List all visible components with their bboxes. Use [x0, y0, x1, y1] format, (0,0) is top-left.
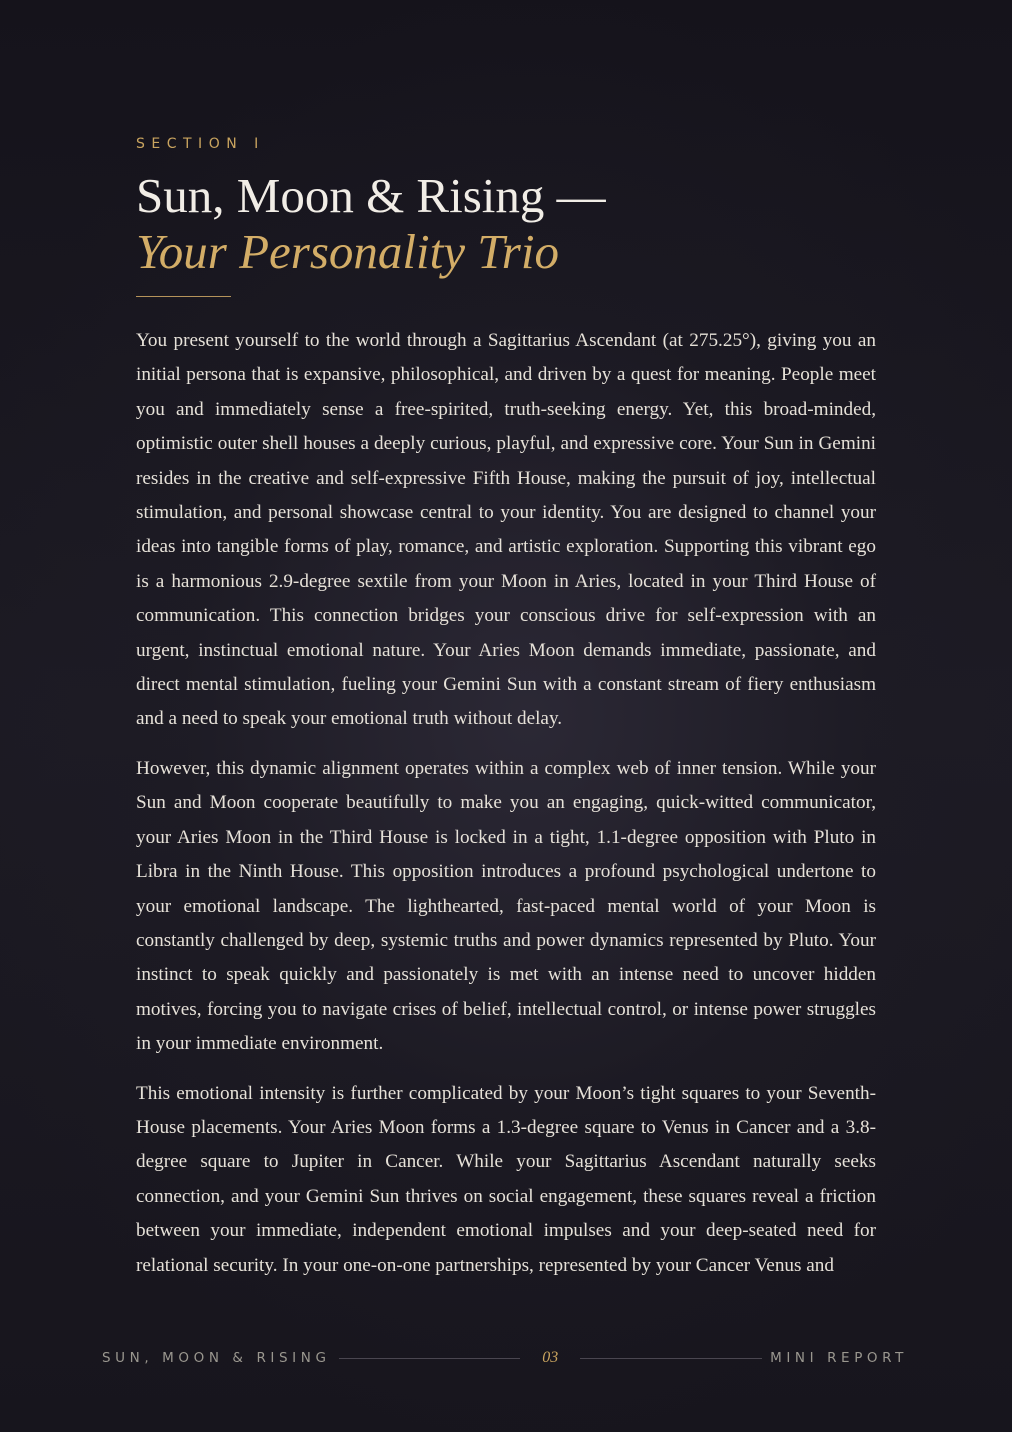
footer-divider-left: [339, 1358, 521, 1359]
footer-report-label: MINI REPORT: [770, 1350, 908, 1366]
page-footer: [102, 1346, 908, 1370]
paragraph-2: However, this dynamic alignment operates within a complex web of inner tension. While your Sun and Moon cooperate beautifully to make you an engaging, quick-witted communicator, your Aries Moon in the Third House is locked in a tight, 1.1-degree opposition with Pluto in Libra in the Ninth House. This opposition introduces a profound psychological undertone to your emotional landscape. The lighthearted, fast-paced mental world of your Moon is constantly challenged by deep, systemic truths and power dynamics represented by Pluto. Your instinct to speak quickly and passionately is met with an intense need to uncover hidden motives, forcing you to navigate crises of belief, intellectual control, or intense power struggles in your immediate environment.: [136, 757, 876, 1055]
title-divider: [136, 296, 231, 297]
section-title: [136, 168, 606, 280]
section-title-line-1: Sun, Moon & Rising —: [136, 168, 606, 223]
section-kicker: SECTION I: [136, 136, 265, 152]
footer-divider-right: [580, 1358, 762, 1359]
body-text: [136, 324, 876, 1298]
paragraph-3: This emotional intensity is further complicated by your Moon’s tight squares to your Seventh-House placements. Your Aries Moon forms a 1.3-degree square to Venus in Cancer and a 3.8-degree square to Jupiter in Cancer. While your Sagittarius Ascendant naturally seeks connection, and your Gemini Sun thrives on social engagement, these squares reveal a friction between your immediate, independent emotional impulses and your deep-seated need for relational security. In your one-on-one partnerships, represented by your Cancer Venus and: [136, 1082, 876, 1276]
page-number: 03: [542, 1349, 559, 1366]
section-title-line-2: Your Personality Trio: [136, 224, 559, 279]
paragraph-1: You present yourself to the world through a Sagittarius Ascendant (at 275.25°), giving you an initial persona that is expansive, philosophical, and driven by a quest for meaning. People meet you and immediately sense a free-spirited, truth-seeking energy. Yet, this broad-minded, optimistic outer shell houses a deeply curious, playful, and expressive core. Your Sun in Gemini resides in the creative and self-expressive Fifth House, making the pursuit of joy, intellectual stimulation, and personal showcase central to your identity. You are designed to channel your ideas into tangible forms of play, romance, and artistic exploration. Supporting this vibrant ego is a harmonious 2.9-degree sextile from your Moon in Aries, located in your Third House of communication. This connection bridges your conscious drive for self-expression with an urgent, instinctual emotional nature. Your Aries Moon demands immediate, passionate, and direct mental stimulation, fueling your Gemini Sun with a constant stream of fiery enthusiasm and a need to speak your emotional truth without delay.: [136, 330, 876, 730]
footer-section-label: SUN, MOON & RISING: [102, 1350, 331, 1366]
